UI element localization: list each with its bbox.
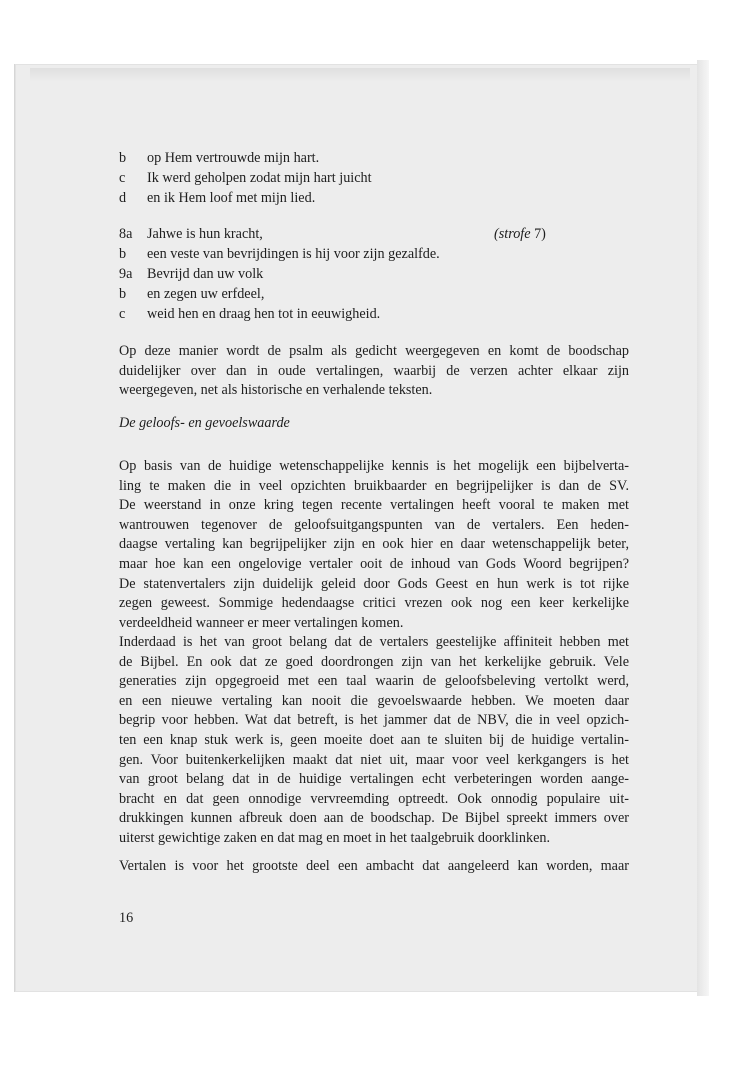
verse-label: c [119,306,126,322]
verse-label: b [119,286,127,302]
strofe-number: 7) [534,226,546,242]
verse-label: 9a [119,266,133,282]
verse-text: Jahwe is hun kracht, [147,226,263,242]
paragraph-1 [119,342,629,401]
text-line: begrip voor hebben. Wat dat betreft, is het jammer dat de NBV, die in veel opzich- [119,712,629,729]
text-line: en een nieuwe vertaling kan nooit die gevoelswaarde hebben. We moeten daar [119,692,629,709]
text-line: daagse vertaling kan begrijpelijker zijn en ook hier en daar wetenschappelijk beter, [119,536,629,553]
verse-text: Ik werd geholpen zodat mijn hart juicht [147,170,372,186]
text-line: uiterst gewichtige zaken en dat mag en moet in het taalgebruik doorklinken. [119,829,551,846]
verse-text: weid hen en draag hen tot in eeuwigheid. [147,306,381,322]
text-line: gen. Voor buitenkerkelijken maakt dat niet uit, maar voor veel kerkgangers is het [119,751,629,768]
text-line: de Bijbel. En ook dat ze goed doordrongen zijn van het kerkelijke gebruik. Vele [119,653,629,670]
verse-label: b [119,150,127,166]
text-line: De weerstand in onze kring tegen recente vertalingen heeft vooral te maken met [119,497,629,514]
verse-text: en zegen uw erfdeel, [147,286,265,302]
text-line: Op basis van de huidige wetenschappelijke kennis is het mogelijk een bijbelverta- [119,458,629,474]
text-line: weergegeven, net als historische en verhalende teksten. [119,382,433,399]
verse-text: op Hem vertrouwde mijn hart. [147,150,320,166]
text-line: De statenvertalers zijn duidelijk geleid door Gods Geest en hun werk is tot rijke [119,575,629,592]
verse-text: en ik Hem loof met mijn lied. [147,190,316,206]
verse-label: 8a [119,226,133,242]
verse-label: c [119,170,126,186]
verse-text: een veste van bevrijdingen is hij voor zijn gezalfde. [147,246,440,262]
page-number: 16 [119,910,134,926]
verse-text: Bevrijd dan uw volk [147,266,264,282]
text-line: Inderdaad is het van groot belang dat de vertalers geestelijke affiniteit hebben met [119,634,629,650]
verse-label: d [119,190,127,206]
text-line: generaties zijn opgegroeid met een taal waarin de geloofsbeleving vertolkt werd, [119,673,629,690]
strofe-word: strofe [498,226,531,242]
text-line: verdeeldheid wanneer er meer vertalingen komen. [119,614,404,631]
text-line: van groot belang dat in de huidige vertalingen echt verbeteringen worden aange- [119,771,629,788]
text-line: maar hoe kan een ongelovige vertaler ooit de inhoud van Gods Woord begrijpen? [119,555,629,572]
text-line: duidelijker over dan in oude vertalingen, waarbij de verzen achter elkaar zijn [119,362,629,379]
text-line: ten een knap stuk werk is, geen moeite doet aan te sluiten bij de huidige vertalin- [119,731,629,748]
text-line: zegen geweest. Sommige hedendaagse critici vrezen ook nog een keer kerkelijke [119,595,629,612]
text-line: drukkingen kunnen afbreuk doen aan de boodschap. De Bijbel spreekt immers over [119,810,629,827]
text-line: Op deze manier wordt de psalm als gedicht weergegeven en komt de boodschap [119,343,629,359]
verse-label: b [119,246,127,262]
text-line: bracht en dat geen onnodige vervreemding optreedt. Ook onnodig populaire uit- [119,790,629,807]
text-line: wantrouwen tegenover de geloofsuitgangspunten van de vertalers. Een heden- [119,516,629,533]
page-edge [697,60,709,996]
paragraph-4 [119,857,629,877]
section-heading: De geloofs- en gevoelswaarde [119,415,290,431]
text-line: ling te maken die in veel opzichten bruikbaarder en begrijpelijker is dan de SV. [119,477,629,494]
paragraph-3 [119,633,629,849]
paragraph-2 [119,457,629,633]
page-shadow [30,68,690,82]
text-line: Vertalen is voor het grootste deel een ambacht dat aangeleerd kan worden, maar [119,858,629,874]
strofe-marker: (strofe 7) [494,226,546,242]
